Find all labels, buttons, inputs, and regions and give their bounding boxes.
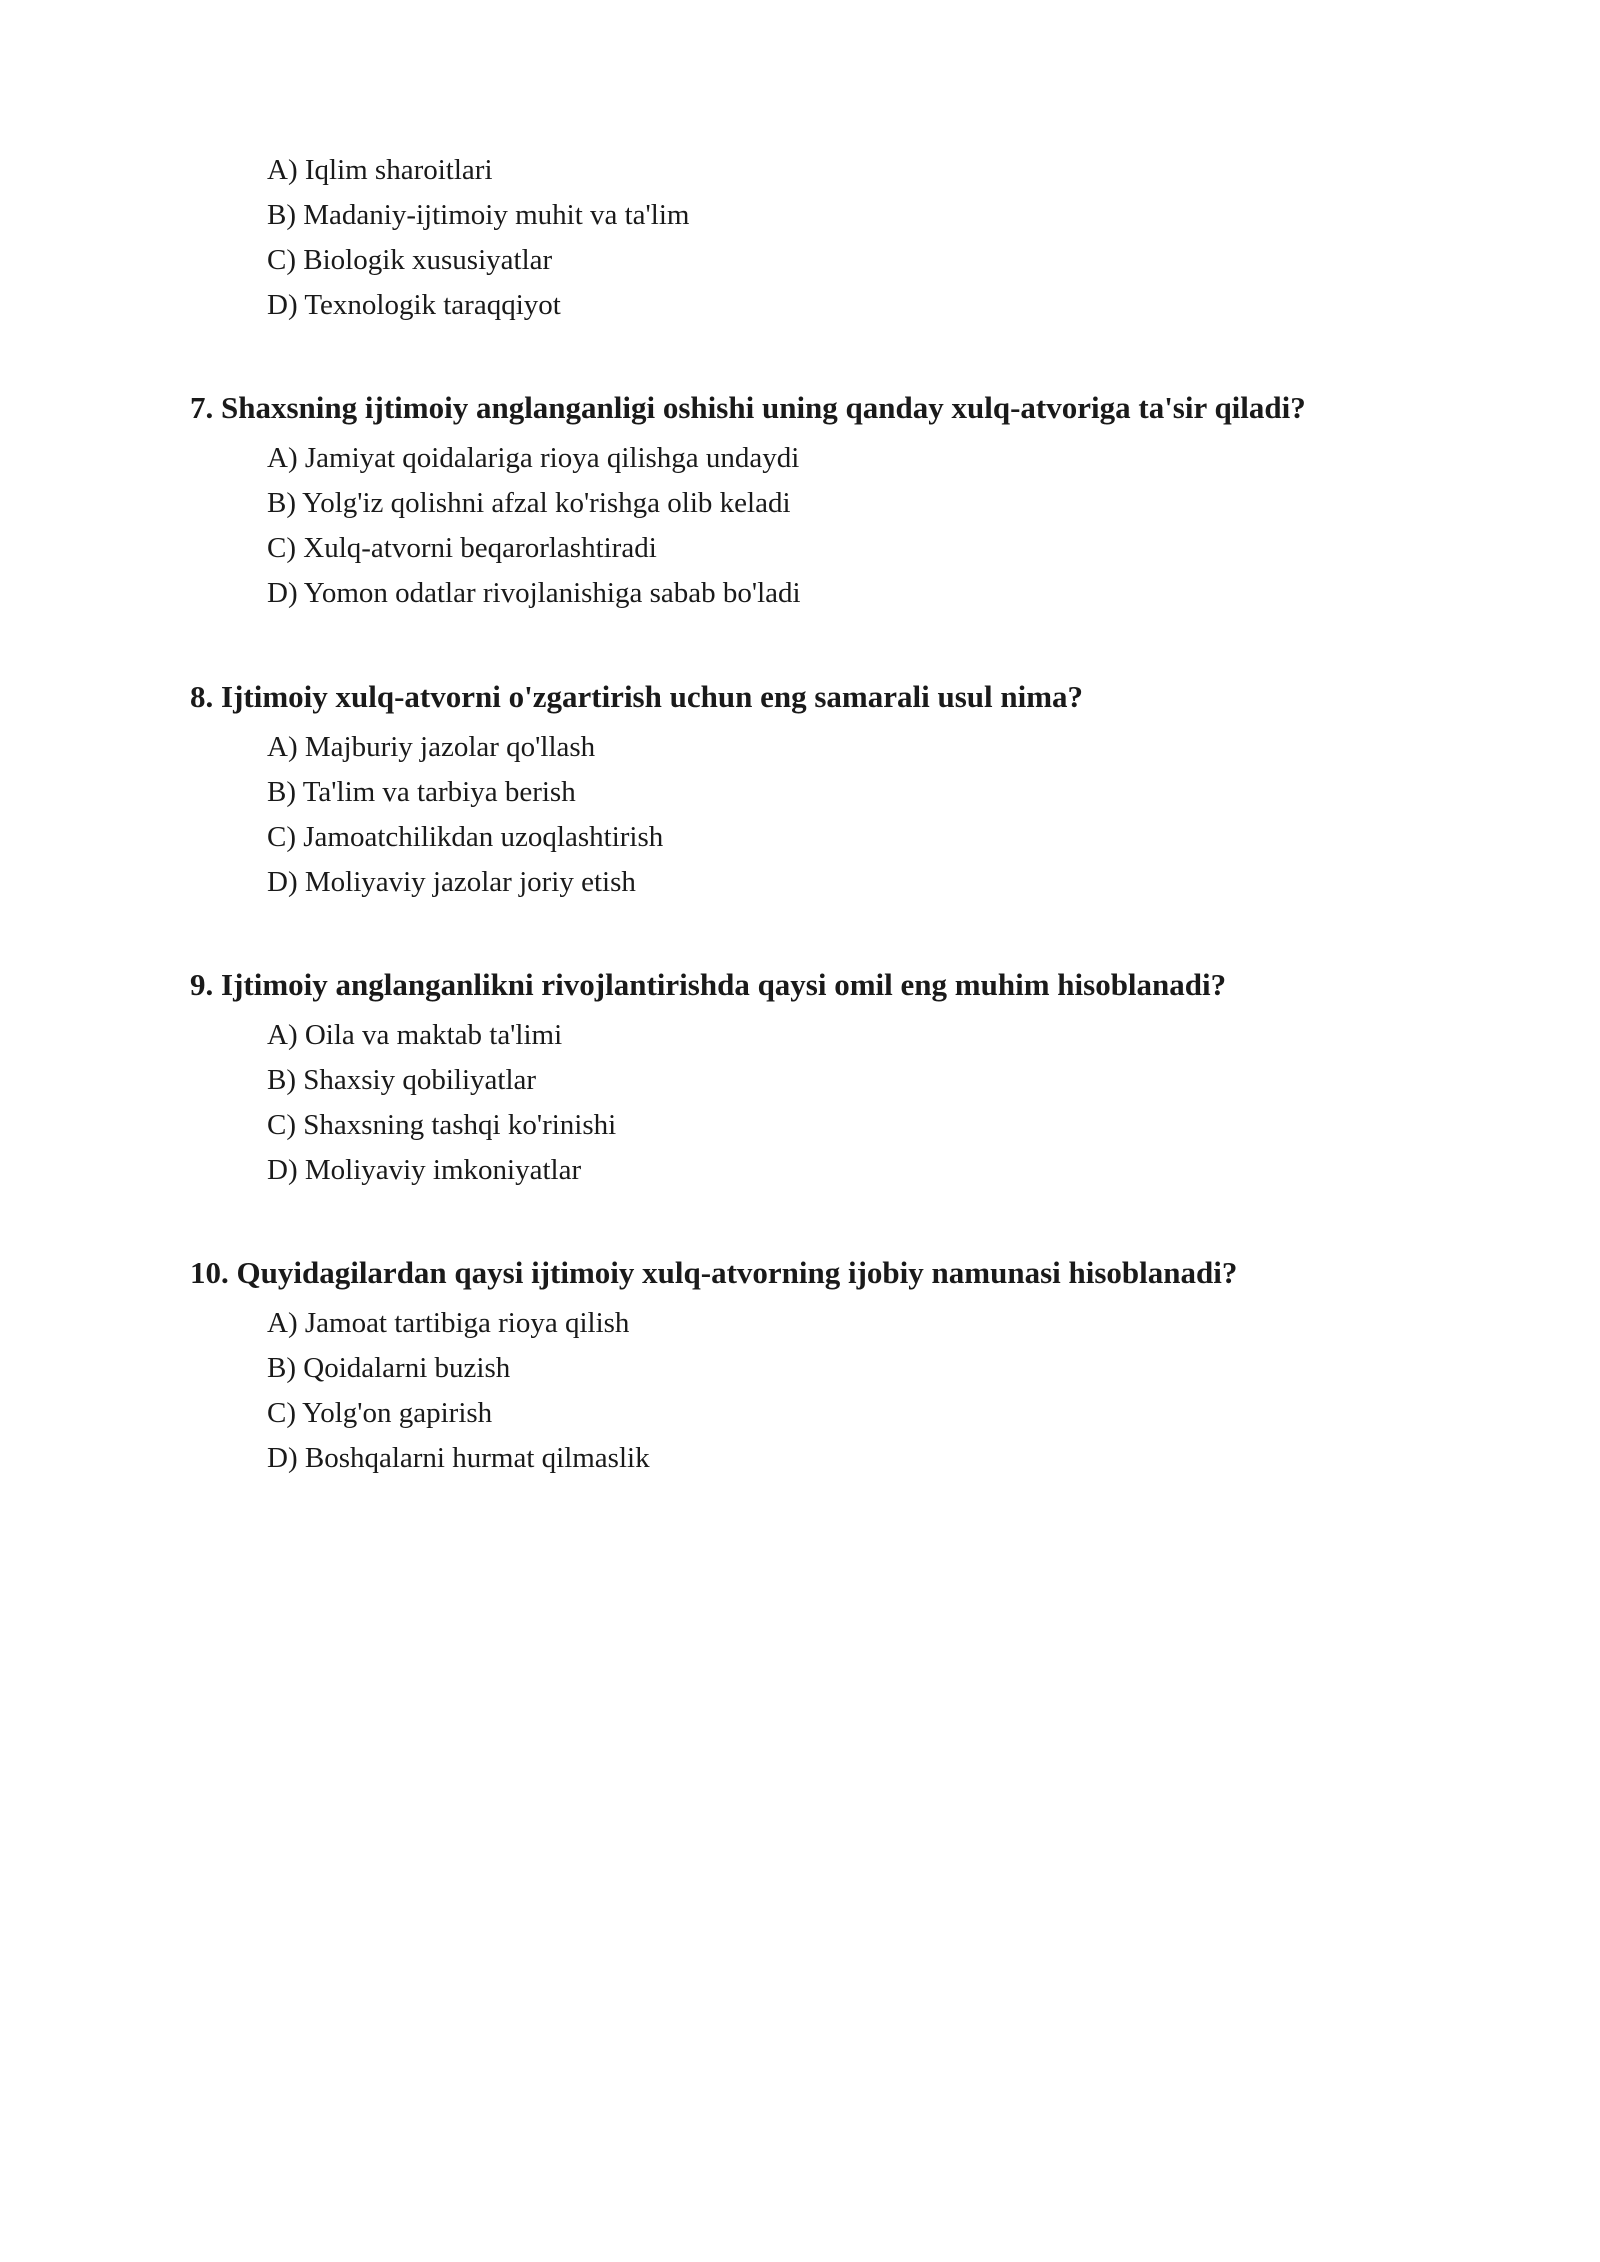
option-a: A) Oila va maktab ta'limi — [267, 1019, 563, 1051]
option-a: A) Iqlim sharoitlari — [267, 154, 493, 186]
option-b: B) Shaxsiy qobiliyatlar — [267, 1064, 537, 1096]
option-c: C) Biologik xususiyatlar — [267, 244, 553, 276]
option-d: D) Moliyaviy jazolar joriy etish — [267, 866, 636, 898]
option-d: D) Moliyaviy imkoniyatlar — [267, 1154, 582, 1186]
option-b: B) Madaniy-ijtimoiy muhit va ta'lim — [267, 199, 690, 231]
option-d: D) Texnologik taraqqiyot — [267, 289, 561, 321]
option-d: D) Boshqalarni hurmat qilmaslik — [267, 1442, 650, 1474]
option-c: C) Yolg'on gapirish — [267, 1397, 493, 1429]
option-a: A) Majburiy jazolar qo'llash — [267, 731, 596, 763]
option-b: B) Qoidalarni buzish — [267, 1352, 511, 1384]
option-c: C) Shaxsning tashqi ko'rinishi — [267, 1109, 617, 1141]
option-d: D) Yomon odatlar rivojlanishiga sabab bo'ladi — [267, 577, 801, 609]
question-title: 7. Shaxsning ijtimoiy anglanganligi oshishi uning qanday xulq-atvoriga ta'sir qiladi? — [190, 390, 1306, 425]
option-a: A) Jamiyat qoidalariga rioya qilishga undaydi — [267, 442, 800, 474]
option-a: A) Jamoat tartibiga rioya qilish — [267, 1307, 630, 1339]
option-b: B) Ta'lim va tarbiya berish — [267, 776, 576, 808]
option-c: C) Jamoatchilikdan uzoqlashtirish — [267, 821, 664, 853]
question-title: 8. Ijtimoiy xulq-atvorni o'zgartirish uchun eng samarali usul nima? — [190, 679, 1084, 714]
question-title: 9. Ijtimoiy anglanganlikni rivojlantirishda qaysi omil eng muhim hisoblanadi? — [190, 967, 1227, 1002]
option-b: B) Yolg'iz qolishni afzal ko'rishga olib keladi — [267, 487, 791, 519]
question-title: 10. Quyidagilardan qaysi ijtimoiy xulq-atvorning ijobiy namunasi hisoblanadi? — [190, 1255, 1238, 1290]
option-c: C) Xulq-atvorni beqarorlashtiradi — [267, 532, 657, 564]
